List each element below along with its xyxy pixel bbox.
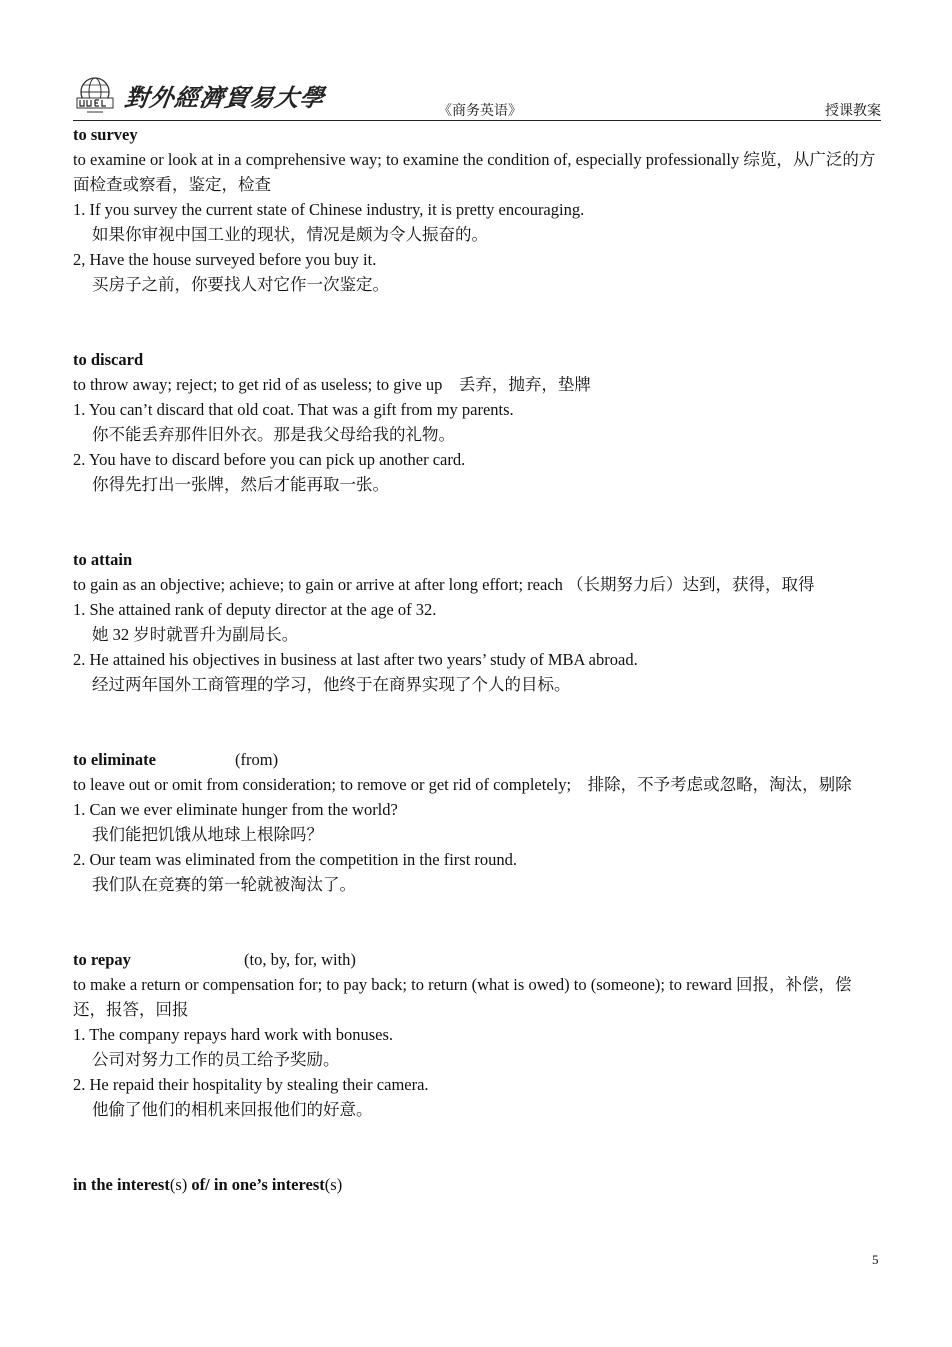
example-en: 1. Can we ever eliminate hunger from the world? — [73, 800, 398, 819]
example-zh: 你得先打出一张牌，然后才能再取一张。 — [92, 475, 389, 494]
vocab-entry — [73, 347, 883, 497]
example-zh: 经过两年国外工商管理的学习，他终于在商界实现了个人的目标。 — [92, 675, 571, 694]
example-en: 1. If you survey the current state of Chinese industry, it is pretty encouraging. — [73, 200, 585, 219]
example-en: 2. He attained his objectives in business at last after two years’ study of MBA abroad. — [73, 650, 638, 669]
example-en: 2. You have to discard before you can pick up another card. — [73, 450, 466, 469]
example-zh: 她 32 岁时就晋升为副局长。 — [92, 625, 299, 644]
vocab-entry — [73, 747, 883, 897]
entry-definition: to throw away; reject; to get rid of as useless; to give up 丢弃，抛弃，垫牌 — [73, 375, 591, 394]
example-zh: 如果你审视中国工业的现状，情况是颇为令人振奋的。 — [92, 225, 488, 244]
entry-definition: to leave out or omit from consideration; to remove or get rid of completely; 排除，不予考虑或忽略，淘汰，剔除 — [73, 775, 852, 794]
course-title: 《商务英语》 — [438, 104, 522, 119]
example-zh: 买房子之前，你要找人对它作一次鉴定。 — [92, 275, 389, 294]
page-number: 5 — [872, 1252, 879, 1267]
section-heading: in the interest(s) of/ in one’s interest(s) — [73, 1175, 343, 1194]
example-en: 1. She attained rank of deputy director at the age of 32. — [73, 600, 437, 619]
entry-term: to repay (to, by, for, with) — [73, 947, 883, 972]
entry-definition: to examine or look at in a comprehensive way; to examine the condition of, especially professionally 综览，从广泛的方面检查或察看，鉴定，检查 — [73, 150, 876, 194]
university-logo-icon — [73, 72, 117, 116]
example-en: 2. Our team was eliminated from the competition in the first round. — [73, 850, 518, 869]
university-name: 對外經濟貿易大學 — [122, 83, 327, 112]
entry-term: to eliminate (from) — [73, 747, 883, 772]
header-rule — [73, 120, 881, 121]
page-header — [73, 72, 881, 122]
entry-definition: to gain as an objective; achieve; to gain or arrive at after long effort; reach （长期努力后）达到，获得，取得 — [73, 575, 815, 594]
example-en: 2, Have the house surveyed before you buy it. — [73, 250, 377, 269]
entry-prepositions: (to, by, for, with) — [244, 950, 356, 969]
example-zh: 公司对努力工作的员工给予奖励。 — [92, 1050, 340, 1069]
example-zh: 你不能丢弃那件旧外衣。那是我父母给我的礼物。 — [92, 425, 455, 444]
entry-term: to survey — [73, 125, 138, 144]
vocabulary-list — [73, 122, 883, 1197]
example-zh: 他偷了他们的相机来回报他们的好意。 — [92, 1100, 373, 1119]
entry-term: to discard — [73, 350, 144, 369]
vocab-entry — [73, 122, 883, 297]
entry-prepositions: (from) — [235, 750, 279, 769]
example-en: 2. He repaid their hospitality by stealing their camera. — [73, 1075, 429, 1094]
vocab-entry — [73, 547, 883, 697]
entry-term: to attain — [73, 550, 133, 569]
entry-definition: to make a return or compensation for; to pay back; to return (what is owed) to (someone); to reward 回报，补偿，偿还，报答，回报 — [73, 975, 852, 1019]
vocab-entry — [73, 947, 883, 1122]
example-en: 1. The company repays hard work with bonuses. — [73, 1025, 394, 1044]
example-zh: 我们能把饥饿从地球上根除吗？ — [92, 825, 323, 844]
example-en: 1. You can’t discard that old coat. That was a gift from my parents. — [73, 400, 514, 419]
document-kind: 授课教案 — [825, 104, 881, 119]
example-zh: 我们队在竞赛的第一轮就被淘汰了。 — [92, 875, 356, 894]
